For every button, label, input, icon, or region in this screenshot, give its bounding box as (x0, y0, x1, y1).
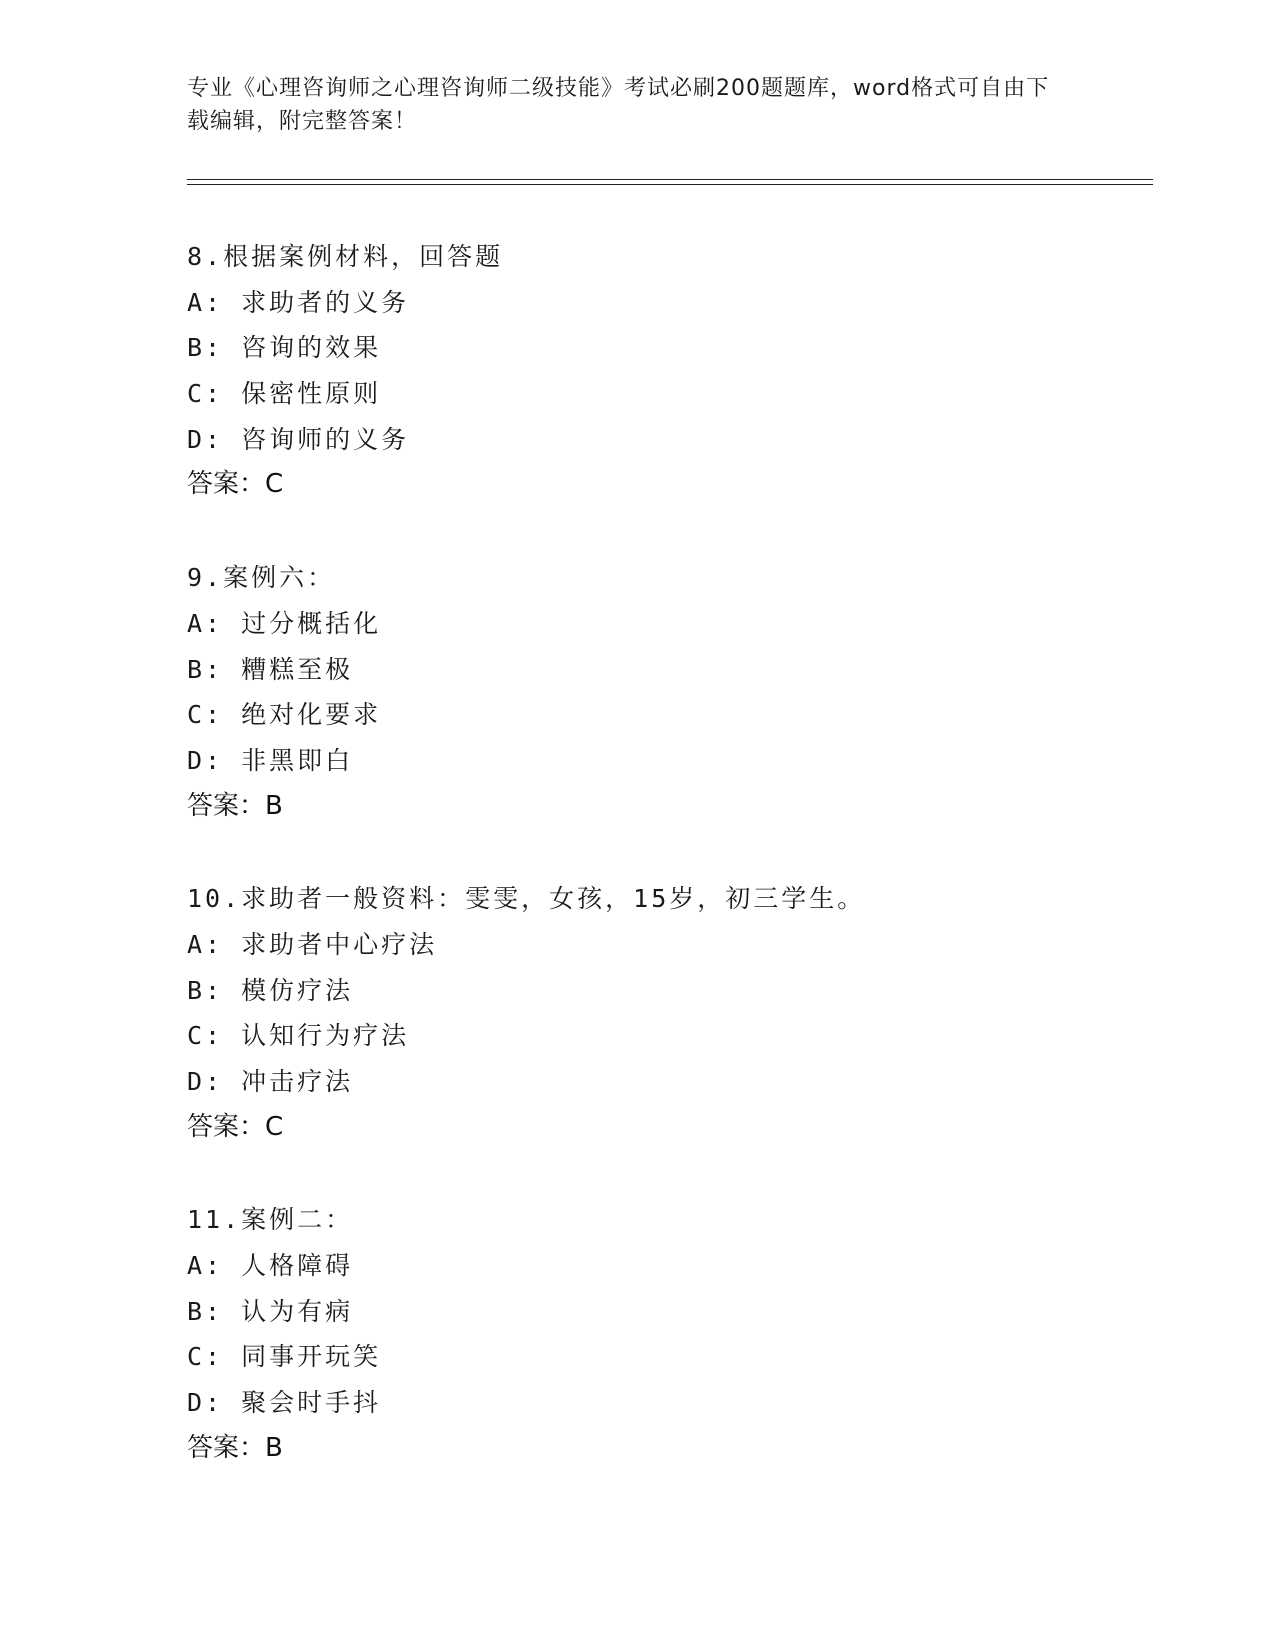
option-a: A: 求助者的义务 (187, 287, 410, 317)
option-a: A: 过分概括化 (187, 608, 382, 638)
document-header: 专业《心理咨询师之心理咨询师二级技能》考试必刷200题题库，word格式可自由下载编辑，附完整答案！ (187, 76, 1050, 134)
option-c: C: 认知行为疗法 (187, 1021, 410, 1051)
question-item (187, 555, 1147, 829)
option-d: D: 非黑即白 (187, 745, 354, 775)
option-c: C: 同事开玩笑 (187, 1342, 382, 1372)
question-stem: 9.案例六： (187, 563, 336, 593)
answer-line: 答案：B (187, 1432, 283, 1463)
answer-line: 答案：B (187, 790, 283, 821)
option-c: C: 绝对化要求 (187, 700, 382, 730)
header-divider-top (187, 179, 1153, 180)
question-item (187, 876, 1147, 1150)
option-b: B: 认为有病 (187, 1296, 354, 1326)
option-d: D: 冲击疗法 (187, 1067, 354, 1096)
option-b: B: 模仿疗法 (187, 975, 354, 1005)
question-stem: 11.案例二： (187, 1205, 354, 1235)
answer-line: 答案：C (187, 469, 284, 500)
question-item (187, 234, 1147, 508)
question-list (187, 234, 1147, 1519)
answer-line: 答案：C (187, 1111, 284, 1142)
option-b: B: 糟糕至极 (187, 654, 354, 684)
question-item (187, 1197, 1147, 1471)
question-stem: 8.根据案例材料，回答题 (187, 242, 504, 271)
option-a: A: 求助者中心疗法 (187, 929, 438, 959)
option-d: D: 咨询师的义务 (187, 424, 410, 454)
header-divider-bottom (187, 184, 1153, 185)
option-a: A: 人格障碍 (187, 1251, 354, 1281)
option-c: C: 保密性原则 (187, 379, 382, 409)
option-b: B: 咨询的效果 (187, 333, 382, 363)
option-d: D: 聚会时手抖 (187, 1388, 382, 1418)
question-stem: 10.求助者一般资料：雯雯，女孩，15岁，初三学生。 (187, 884, 866, 914)
